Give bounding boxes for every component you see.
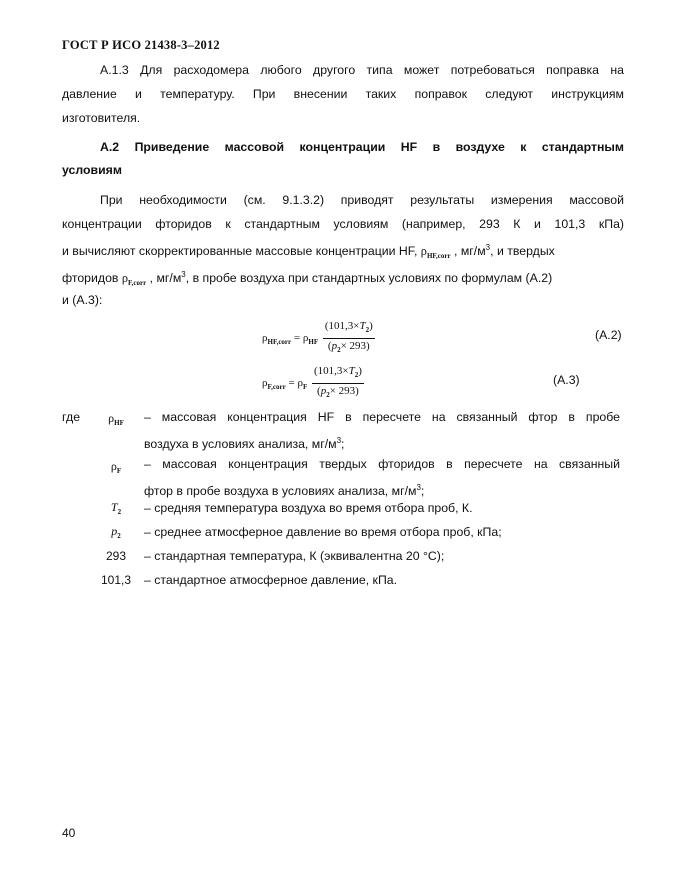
def-desc2-end: ;	[420, 484, 425, 499]
den-var: p	[331, 340, 338, 352]
formula-a3-lhs: ρ	[262, 377, 268, 390]
formula-a2	[262, 320, 375, 357]
rho-symbol: ρ	[420, 244, 427, 259]
para-a2-line4-a: фторидов	[62, 271, 122, 286]
num-end: )	[358, 365, 362, 377]
def-symbol-rho-hf	[86, 411, 146, 427]
superscript-3: 3	[181, 270, 186, 279]
para-a2-line3-b: , мг/м	[454, 244, 486, 259]
def-desc-293: – стандартная температура, К (эквивалентна 20 °С);	[144, 549, 445, 563]
formula-a2-eq: =	[291, 332, 303, 345]
para-a13-line2	[62, 82, 624, 106]
where-word: где	[62, 410, 81, 424]
formula-a3-label: (А.3)	[553, 373, 580, 387]
page-number: 40	[62, 826, 76, 840]
formula-a3	[262, 365, 364, 402]
formula-a2-numerator	[323, 320, 375, 339]
def-symbol-t2	[86, 500, 146, 516]
def-desc-rho-hf	[144, 405, 620, 456]
num-text: (101,3×	[324, 320, 360, 332]
den-end: × 293)	[340, 340, 370, 352]
para-a2-line5: и (А.3):	[62, 293, 103, 307]
den-var: p	[320, 385, 327, 397]
num-text: (101,3×	[313, 365, 349, 377]
para-a2-line2-text: концентрации фторидов к стандартным условиям (например, 293 К и 101,3 кПа)	[62, 217, 624, 231]
def-symbol-rho-f	[86, 459, 146, 475]
para-a2-line1	[100, 188, 624, 212]
def-desc-line1: – массовая концентрация HF в пересчете на связанный фтор в пробе	[144, 410, 620, 424]
rho-subscript: F,corr	[128, 279, 147, 288]
formula-a2-label: (А.2)	[595, 328, 622, 342]
num-sub: 2	[354, 371, 359, 379]
para-a2-line1-text: При необходимости (см. 9.1.3.2) приводят результаты измерения массовой	[100, 193, 624, 207]
formula-a2-lhs-sub: HF,corr	[267, 338, 292, 347]
rho-subscript: HF,corr	[426, 252, 451, 261]
section-a2-title-line1	[100, 135, 624, 159]
formula-a3-rhs-sub: F	[302, 383, 308, 392]
num-var: T	[348, 365, 355, 377]
def-desc2-sup: 3	[416, 483, 421, 492]
den-end: × 293)	[329, 385, 359, 397]
section-a2-title-text: А.2 Приведение массовой концентрации HF в воздухе к стандартным	[100, 140, 624, 154]
formula-a2-fraction	[323, 320, 375, 357]
para-a13-line1	[100, 58, 624, 82]
def-desc-101-3: – стандартное атмосферное давление, кПа.	[144, 573, 398, 587]
den-sub: 2	[337, 346, 341, 354]
section-a2-title-line2: условиям	[62, 163, 122, 177]
para-a13-line2-text: давление и температуру. При внесении таких поправок следуют инструкциям	[62, 87, 624, 101]
def-desc2-sup: 3	[336, 436, 342, 445]
den-text: (	[317, 385, 321, 397]
formula-a2-rhs-sub: HF	[308, 338, 319, 347]
def-desc2-end: ;	[341, 437, 345, 452]
num-end: )	[369, 320, 373, 332]
formula-a3-denominator	[312, 384, 364, 402]
para-a2-line3-a: и вычисляют скорректированные массовые концентрации HF,	[62, 244, 421, 259]
para-a13-line1-text: А.1.3 Для расходомера любого другого типа может потребоваться поправка на	[100, 63, 624, 77]
def-sub: 2	[117, 532, 121, 540]
formula-a2-denominator	[323, 339, 375, 357]
def-sym: T	[110, 500, 118, 514]
num-var: T	[359, 320, 366, 332]
para-a2-line3-c: , и твердых	[490, 244, 555, 259]
den-sub: 2	[326, 391, 330, 399]
den-text: (	[327, 340, 332, 352]
def-sym: p	[111, 524, 118, 538]
formula-a2-rhs: ρ	[302, 332, 309, 345]
def-desc-line1: – массовая концентрация твердых фторидов в пересчете на связанный	[144, 457, 620, 471]
def-sub: HF	[114, 419, 124, 427]
def-desc2-text: воздуха в условиях анализа, мг/м	[144, 437, 337, 452]
para-a2-line2	[62, 212, 624, 236]
formula-a3-fraction	[312, 365, 364, 402]
formula-a3-rhs: ρ	[297, 377, 303, 390]
def-sym: ρ	[108, 411, 115, 425]
para-a13-line3: изготовителя.	[62, 111, 141, 125]
def-sym: ρ	[110, 459, 117, 473]
formula-a3-eq: =	[285, 377, 298, 390]
def-symbol-293: 293	[105, 549, 127, 563]
def-symbol-p2	[86, 524, 146, 540]
def-sub: F	[116, 467, 122, 475]
def-symbol-101-3: 101,3	[100, 573, 132, 587]
formula-a2-lhs: ρ	[262, 332, 268, 345]
num-sub: 2	[365, 326, 370, 334]
def-desc-t2: – средняя температура воздуха во время отбора проб, К.	[144, 501, 473, 515]
formula-a3-numerator	[312, 365, 364, 384]
def-desc2-text: фтор в пробе воздуха в условиях анализа, мг/м	[144, 484, 417, 499]
superscript-3: 3	[485, 243, 491, 252]
formula-a3-lhs-sub: F,corr	[267, 383, 286, 392]
document-header: ГОСТ Р ИСО 21438-3–2012	[62, 38, 220, 52]
rho-symbol: ρ	[121, 271, 128, 286]
para-a2-line4-b: , мг/м	[149, 271, 182, 286]
para-a2-line4-c: , в пробе воздуха при стандартных условиях по формулам (А.2)	[185, 271, 553, 286]
def-sub: 2	[117, 508, 122, 516]
def-desc-p2: – среднее атмосферное давление во время отбора проб, кПа;	[144, 525, 502, 539]
